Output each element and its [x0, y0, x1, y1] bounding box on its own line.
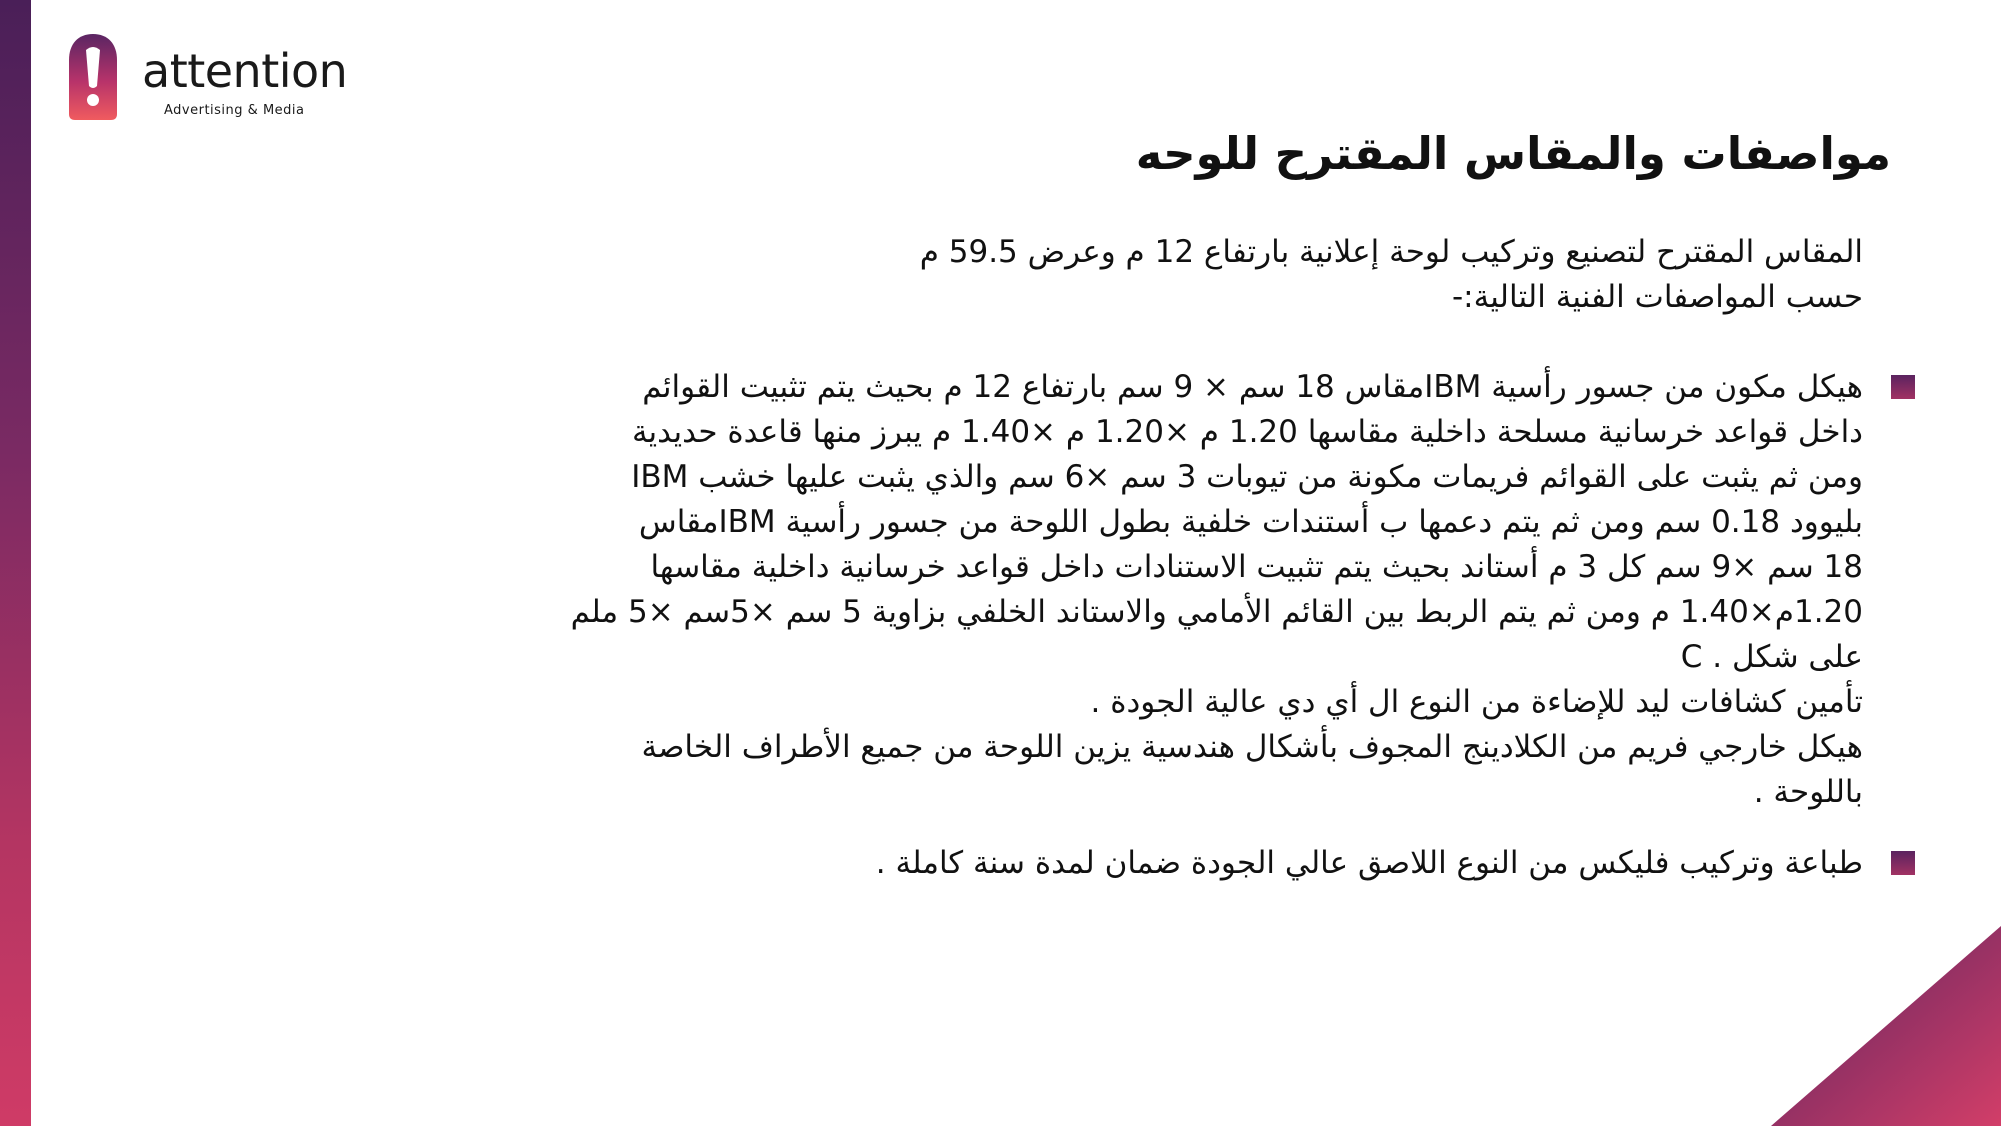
spec-line: 18 سم ×9 سم كل 3 م أستاند بحيث يتم تثبيت الاستنادات داخل قواعد خرسانية داخلية مقاسها — [650, 549, 1863, 585]
spec-line: هيكل مكون من جسور رأسية IBMمقاس 18 سم × 9 سم بارتفاع 12 م بحيث يتم تثبيت القوائم — [642, 369, 1863, 405]
spec-line: باللوحة . — [1753, 774, 1863, 810]
logo-wordmark: attention — [142, 44, 348, 98]
spec-line: هيكل خارجي فريم من الكلادينج المجوف بأشكال هندسية يزين اللوحة من جميع الأطراف الخاصة — [641, 729, 1863, 765]
logo-mark-icon — [66, 32, 120, 122]
intro-line: حسب المواصفات الفنية التالية:- — [1451, 279, 1863, 315]
brand-logo — [66, 32, 356, 128]
left-accent-bar — [0, 0, 31, 1126]
spec-line: داخل قواعد خرسانية مسلحة داخلية مقاسها 1.20 م ×1.20 م ×1.40 م يبرز منها قاعدة حديدية — [631, 414, 1863, 450]
intro-line: المقاس المقترح لتصنيع وتركيب لوحة إعلانية بارتفاع 12 م وعرض 59.5 م — [919, 234, 1863, 270]
spec-line: على شكل . C — [1680, 639, 1863, 675]
slide-title: مواصفات والمقاس المقترح للوحه — [1135, 127, 1891, 180]
intro-paragraph — [443, 230, 1863, 320]
spec-item-printing — [443, 841, 1863, 886]
spec-line: طباعة وتركيب فليكس من النوع اللاصق عالي الجودة ضمان لمدة سنة كاملة . — [875, 845, 1863, 881]
spec-line: ومن ثم يثبت على القوائم فريمات مكونة من تيوبات 3 سم ×6 سم والذي يثبت عليها خشب IBM — [631, 459, 1863, 495]
spec-line: بليوود 0.18 سم ومن ثم يتم دعمها ب أستندات خلفية بطول اللوحة من جسور رأسية IBMمقاس — [638, 504, 1863, 540]
spec-line: 1.20م×1.40 م ومن ثم يتم الربط بين القائم الأمامي والاستاند الخلفي بزاوية 5 سم ×5سم ×5 ملم — [570, 594, 1863, 630]
logo-tagline: Advertising & Media — [164, 103, 305, 118]
spec-line: تأمين كشافات ليد للإضاءة من النوع ال أي دي عالية الجودة . — [1090, 684, 1863, 720]
corner-triangle-decoration — [1771, 926, 2001, 1126]
spec-item-structure — [443, 365, 1863, 815]
square-bullet-icon — [1891, 375, 1915, 399]
spec-list — [443, 365, 1863, 886]
square-bullet-icon — [1891, 851, 1915, 875]
slide-body — [443, 230, 1863, 886]
